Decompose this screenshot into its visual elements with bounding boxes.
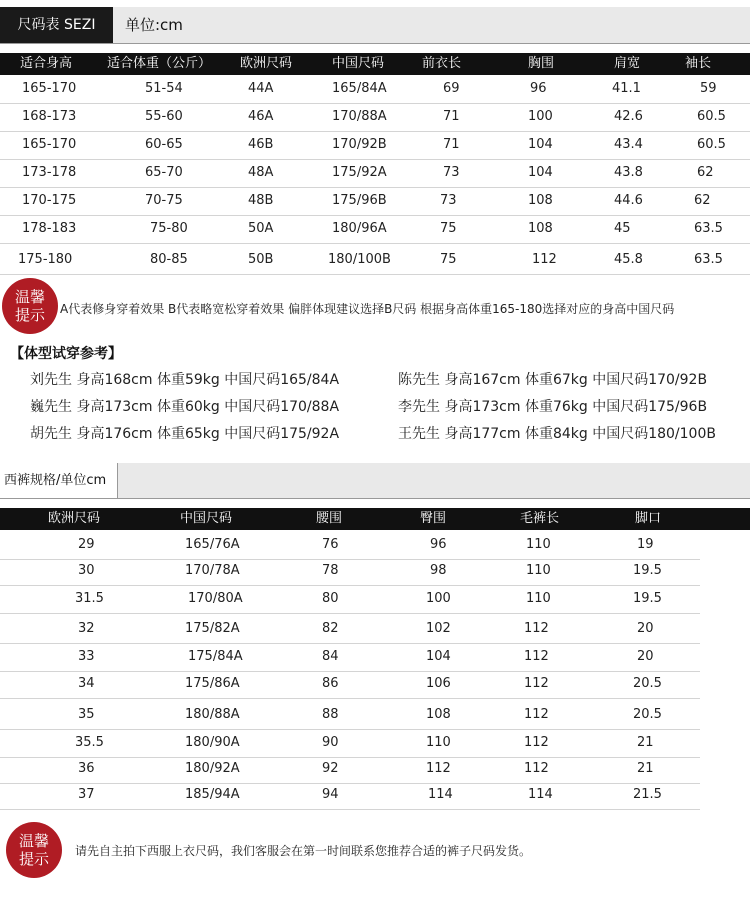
- table-row: [0, 643, 700, 672]
- cell: 70-75: [145, 193, 183, 208]
- cell: 32: [78, 621, 95, 636]
- table-row: [0, 531, 700, 560]
- cell: 175/82A: [185, 621, 240, 636]
- cell: 112: [524, 649, 549, 664]
- table-row: [0, 246, 750, 275]
- col-sleeve: 袖长: [685, 56, 712, 71]
- cell: 114: [428, 787, 453, 802]
- shirt-table-header: [0, 53, 750, 75]
- cell: 30: [78, 563, 95, 578]
- col-shoulder: 肩宽: [614, 56, 641, 71]
- cell: 112: [532, 252, 557, 267]
- cell: 78: [322, 563, 339, 578]
- cell: 165-170: [22, 137, 77, 152]
- cell: 100: [426, 591, 451, 606]
- col-cn-size: 中国尺码: [332, 56, 385, 71]
- cell: 112: [524, 761, 549, 776]
- cell: 48B: [248, 193, 274, 208]
- cell: 110: [526, 563, 551, 578]
- cell: 71: [443, 137, 460, 152]
- col-front-length: 前衣长: [422, 56, 462, 71]
- cell: 170-175: [22, 193, 77, 208]
- table-row: [0, 670, 700, 699]
- col-waist: 腰围: [316, 511, 343, 526]
- cell: 170/88A: [332, 109, 387, 124]
- cell: 60-65: [145, 137, 183, 152]
- cell: 180/90A: [185, 735, 240, 750]
- cell: 92: [322, 761, 339, 776]
- badge-line: 温馨: [14, 288, 45, 306]
- reference-item: 巍先生 身高173cm 体重60kg 中国尺码170/88A: [30, 399, 340, 415]
- cell: 51-54: [145, 81, 183, 96]
- cell: 21: [637, 735, 654, 750]
- table-row: [0, 585, 700, 614]
- cell: 82: [322, 621, 339, 636]
- cell: 65-70: [145, 165, 183, 180]
- cell: 34: [78, 676, 95, 691]
- cell: 108: [528, 193, 553, 208]
- reference-item: 王先生 身高177cm 体重84kg 中国尺码180/100B: [398, 426, 716, 442]
- cell: 112: [426, 761, 451, 776]
- cell: 69: [443, 81, 460, 96]
- table-row: [0, 615, 700, 644]
- table-row: [0, 755, 700, 784]
- cell: 170/80A: [188, 591, 243, 606]
- col-hem: 脚口: [635, 511, 662, 526]
- cell: 104: [426, 649, 451, 664]
- cell: 42.6: [614, 109, 643, 124]
- cell: 29: [78, 537, 95, 552]
- table-row: [0, 187, 750, 216]
- cell: 94: [322, 787, 339, 802]
- cell: 88: [322, 707, 339, 722]
- table-row: [0, 159, 750, 188]
- cell: 165-170: [22, 81, 77, 96]
- reference-item: 刘先生 身高168cm 体重59kg 中国尺码165/84A: [30, 372, 340, 388]
- badge-line: 提示: [18, 850, 49, 868]
- cell: 170/92B: [332, 137, 387, 152]
- cell: 71: [443, 109, 460, 124]
- cell: 90: [322, 735, 339, 750]
- col-weight: 适合体重（公斤）: [107, 56, 212, 71]
- cell: 46A: [248, 109, 274, 124]
- table-row: [0, 215, 750, 244]
- cell: 168-173: [22, 109, 77, 124]
- cell: 59: [700, 81, 717, 96]
- cell: 180/100B: [328, 252, 391, 267]
- cell: 76: [322, 537, 339, 552]
- cell: 75: [440, 221, 457, 236]
- cell: 44.6: [614, 193, 643, 208]
- cell: 112: [524, 676, 549, 691]
- cell: 60.5: [697, 109, 726, 124]
- cell: 62: [697, 165, 714, 180]
- cell: 86: [322, 676, 339, 691]
- cell: 175/84A: [188, 649, 243, 664]
- cell: 45: [614, 221, 631, 236]
- cell: 112: [524, 707, 549, 722]
- cell: 55-60: [145, 109, 183, 124]
- cell: 41.1: [612, 81, 641, 96]
- cell: 165/84A: [332, 81, 387, 96]
- reference-item: 胡先生 身高176cm 体重65kg 中国尺码175/92A: [30, 426, 340, 442]
- cell: 112: [524, 735, 549, 750]
- cell: 20.5: [633, 707, 662, 722]
- col-eu-size: 欧洲尺码: [240, 56, 293, 71]
- cell: 110: [526, 537, 551, 552]
- cell: 50A: [248, 221, 274, 236]
- cell: 20: [637, 621, 654, 636]
- cell: 31.5: [75, 591, 104, 606]
- cell: 63.5: [694, 221, 723, 236]
- cell: 170/78A: [185, 563, 240, 578]
- cell: 50B: [248, 252, 274, 267]
- table-row: [0, 557, 700, 586]
- cell: 62: [694, 193, 711, 208]
- cell: 45.8: [614, 252, 643, 267]
- tip-text: 请先自主拍下西服上衣尺码，我们客服会在第一时间联系您推荐合适的裤子尺码发货。: [75, 844, 532, 858]
- cell: 33: [78, 649, 95, 664]
- cell: 43.8: [614, 165, 643, 180]
- cell: 44A: [248, 81, 274, 96]
- col-eu-size: 欧洲尺码: [48, 511, 101, 526]
- cell: 80-85: [150, 252, 188, 267]
- cell: 165/76A: [185, 537, 240, 552]
- cell: 80: [322, 591, 339, 606]
- table-row: [0, 103, 750, 132]
- cell: 75: [440, 252, 457, 267]
- table-row: [0, 701, 700, 730]
- cell: 175/92A: [332, 165, 387, 180]
- col-cn-size: 中国尺码: [180, 511, 233, 526]
- cell: 98: [430, 563, 447, 578]
- cell: 21: [637, 761, 654, 776]
- cell: 60.5: [697, 137, 726, 152]
- cell: 175-180: [18, 252, 73, 267]
- reference-title: 【体型试穿参考】: [10, 346, 122, 362]
- cell: 112: [524, 621, 549, 636]
- cell: 46B: [248, 137, 274, 152]
- size-chart-tag: 尺码表 SEZI: [0, 7, 113, 43]
- cell: 106: [426, 676, 451, 691]
- badge-line: 温馨: [18, 832, 49, 850]
- pants-table-header: [0, 508, 750, 530]
- col-hip: 臀围: [420, 511, 447, 526]
- cell: 84: [322, 649, 339, 664]
- cell: 108: [426, 707, 451, 722]
- col-height: 适合身高: [20, 56, 73, 71]
- cell: 21.5: [633, 787, 662, 802]
- cell: 96: [530, 81, 547, 96]
- cell: 102: [426, 621, 451, 636]
- col-chest: 胸围: [528, 56, 555, 71]
- cell: 75-80: [150, 221, 188, 236]
- cell: 104: [528, 137, 553, 152]
- cell: 19: [637, 537, 654, 552]
- unit-title: 单位:cm: [125, 16, 183, 34]
- cell: 37: [78, 787, 95, 802]
- pants-size-header: [0, 463, 750, 499]
- cell: 20: [637, 649, 654, 664]
- cell: 96: [430, 537, 447, 552]
- cell: 175/86A: [185, 676, 240, 691]
- cell: 63.5: [694, 252, 723, 267]
- cell: 19.5: [633, 591, 662, 606]
- cell: 36: [78, 761, 95, 776]
- table-row: [0, 781, 700, 810]
- cell: 35.5: [75, 735, 104, 750]
- cell: 19.5: [633, 563, 662, 578]
- shirt-size-header: [0, 7, 750, 44]
- tip-text: A代表修身穿着效果 B代表略宽松穿着效果 偏胖体现建议选择B尺码 根据身高体重165-180选择对应的身高中国尺码: [60, 302, 675, 316]
- tip-badge: [2, 278, 58, 334]
- cell: 35: [78, 707, 95, 722]
- cell: 180/92A: [185, 761, 240, 776]
- cell: 180/88A: [185, 707, 240, 722]
- cell: 110: [526, 591, 551, 606]
- col-pants-length: 毛裤长: [520, 511, 560, 526]
- badge-line: 提示: [14, 306, 45, 324]
- reference-item: 李先生 身高173cm 体重76kg 中国尺码175/96B: [398, 399, 708, 415]
- tip-badge: [6, 822, 62, 878]
- table-row: [0, 729, 700, 758]
- table-row: [0, 131, 750, 160]
- table-row: [0, 75, 750, 104]
- cell: 108: [528, 221, 553, 236]
- pants-spec-tag: 西裤规格/单位cm: [0, 463, 118, 498]
- cell: 114: [528, 787, 553, 802]
- cell: 104: [528, 165, 553, 180]
- cell: 173-178: [22, 165, 77, 180]
- cell: 180/96A: [332, 221, 387, 236]
- cell: 20.5: [633, 676, 662, 691]
- cell: 100: [528, 109, 553, 124]
- cell: 110: [426, 735, 451, 750]
- cell: 43.4: [614, 137, 643, 152]
- cell: 73: [440, 193, 457, 208]
- cell: 178-183: [22, 221, 77, 236]
- cell: 48A: [248, 165, 274, 180]
- reference-item: 陈先生 身高167cm 体重67kg 中国尺码170/92B: [398, 372, 708, 388]
- cell: 185/94A: [185, 787, 240, 802]
- cell: 175/96B: [332, 193, 387, 208]
- cell: 73: [443, 165, 460, 180]
